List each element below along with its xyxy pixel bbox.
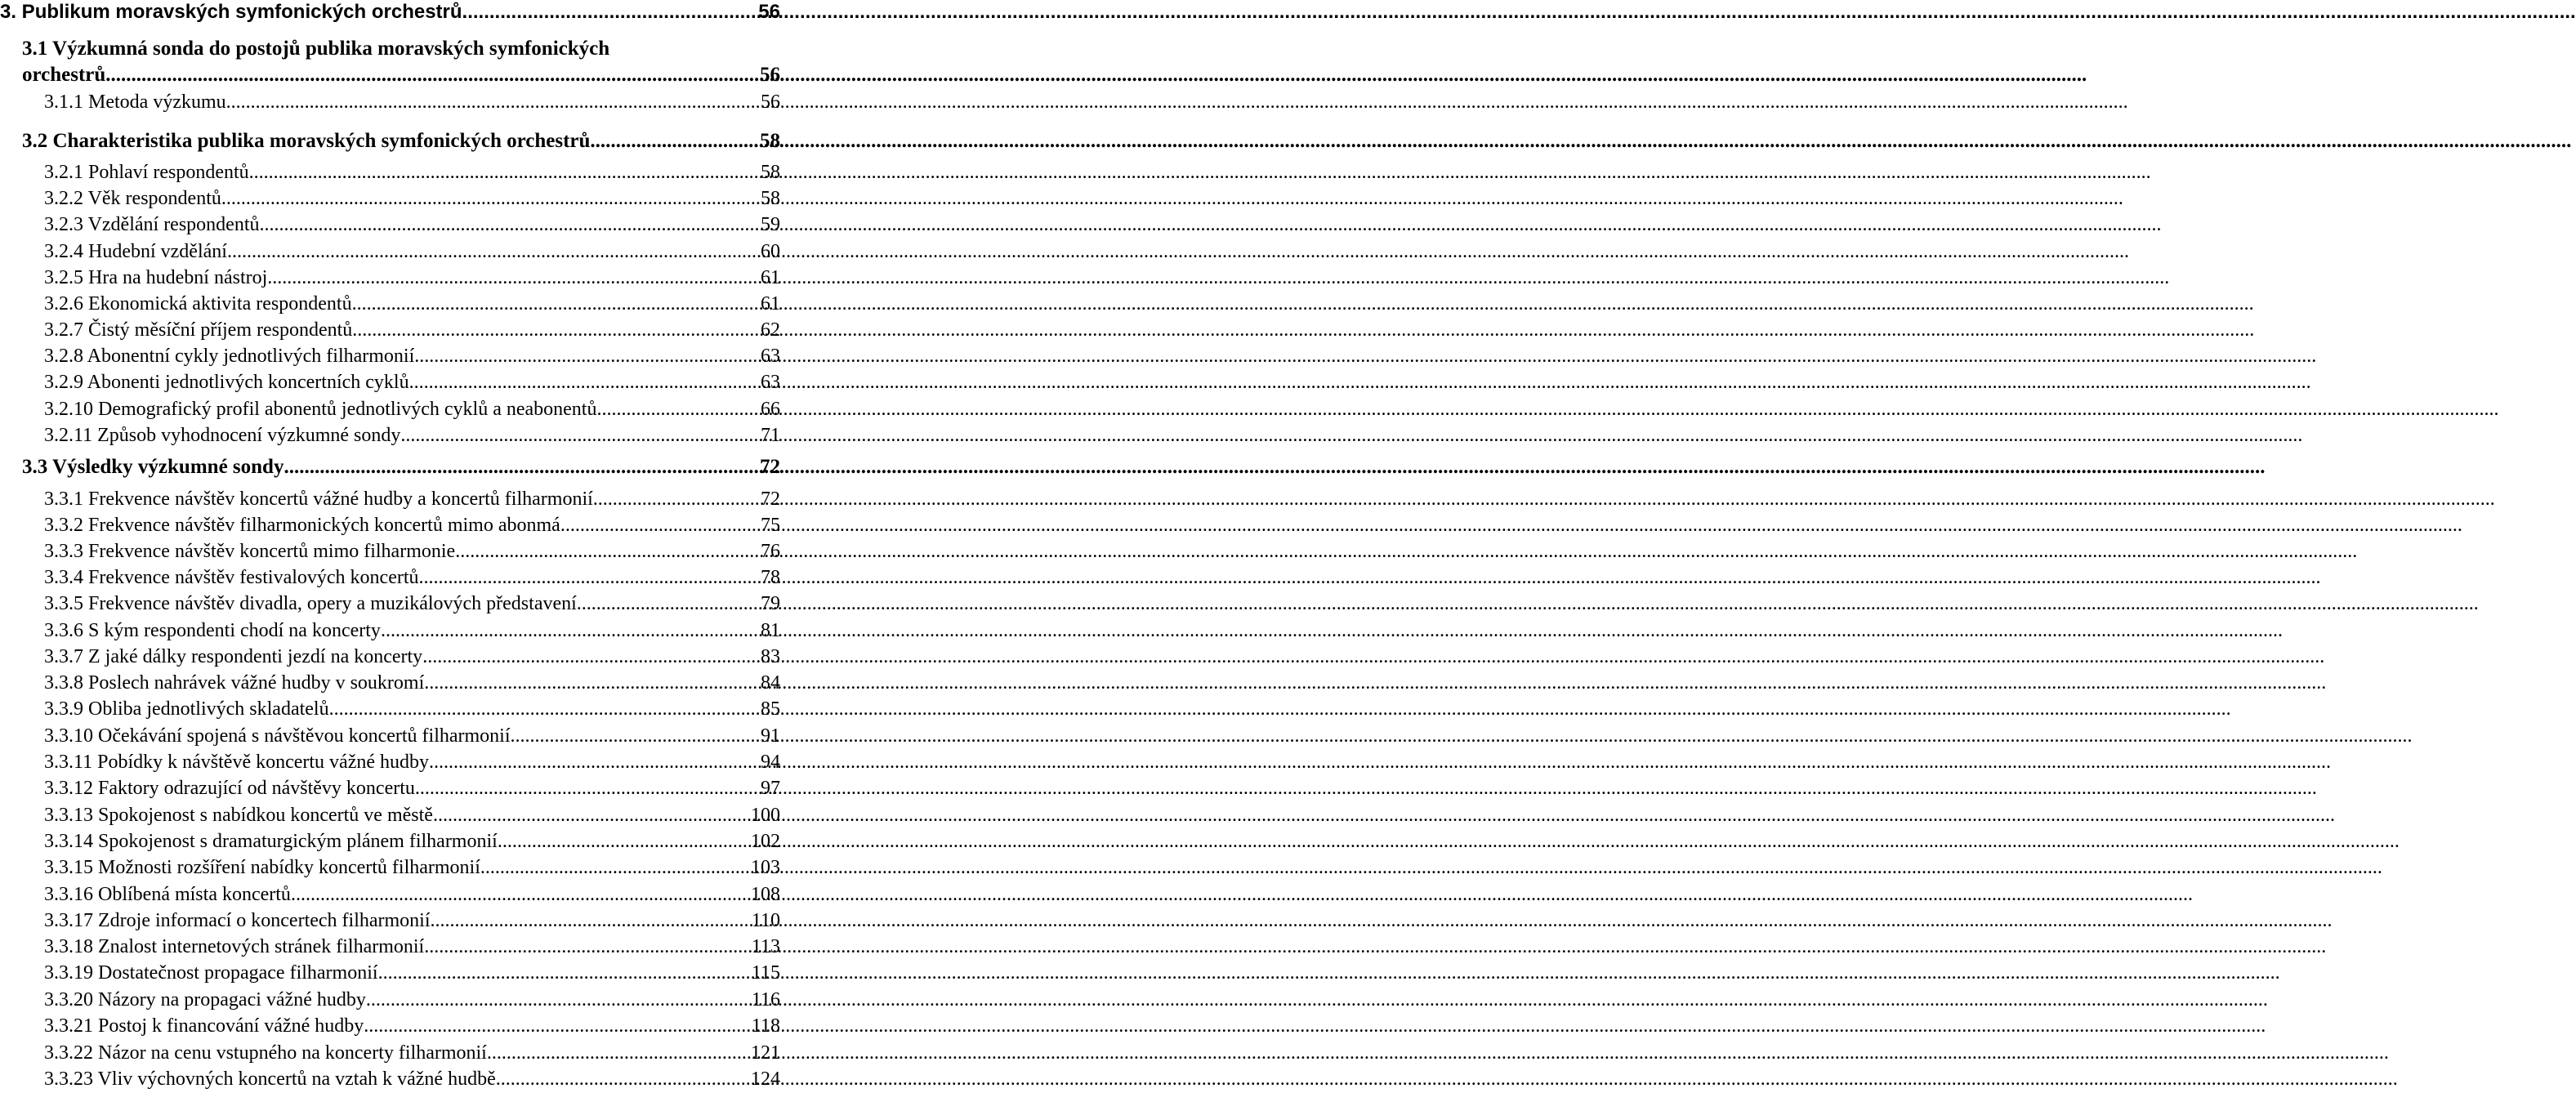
toc-entry[interactable] [44,671,780,695]
toc-leader-dots [498,829,751,854]
toc-entry[interactable] [44,724,780,748]
toc-leader-dots [422,645,761,669]
toc-entry-page: 75 [761,515,780,536]
toc-entry-page: 84 [761,672,780,694]
toc-section-3-1-line1[interactable]: 3.1 Výzkumná sonda do postojů publika moravských symfonických [22,38,610,60]
toc-entry[interactable] [44,803,780,828]
toc-entry-page: 83 [761,646,780,667]
toc-leader-dots [577,591,761,616]
toc-entry-page: 78 [761,567,780,588]
toc-entry-page: 56 [760,64,780,86]
toc-entry-page: 58 [761,188,780,209]
toc-leader-dots [455,539,761,564]
toc-leader-dots [249,160,761,185]
toc-entry-title: 3.2.1 Pohlaví respondentů [44,162,249,183]
toc-entry-title: 3.2 Charakteristika publika moravských symfonických orchestrů [22,130,591,152]
toc-leader-dots [419,565,761,590]
toc-entry-page: 115 [751,962,780,984]
toc-entry-page: 72 [760,456,780,478]
toc-chapter-entry[interactable] [0,0,780,25]
toc-leader-dots [424,935,752,959]
toc-entry[interactable] [44,882,780,907]
toc-entry[interactable] [44,423,780,448]
toc-leader-dots [352,318,761,342]
toc-leader-dots [329,697,761,721]
toc-leader-dots [105,63,760,87]
toc-leader-dots [593,487,761,511]
toc-entry-page: 79 [761,593,780,614]
toc-leader-dots [221,186,761,211]
toc-entry[interactable] [44,1067,780,1091]
toc-entry-page: 113 [751,936,780,957]
toc-entry[interactable] [44,212,780,237]
toc-entry[interactable] [44,697,780,721]
toc-entry-title: 3.3.22 Názor na cenu vstupného na koncerty filharmonií [44,1042,487,1064]
toc-entry-page: 76 [761,541,780,562]
toc-entry-page: 60 [761,241,780,262]
toc-entry[interactable] [44,370,780,395]
toc-leader-dots [267,265,761,290]
toc-entry[interactable] [44,265,780,290]
toc-entry-title: 3.3.13 Spokojenost s nabídkou koncertů ve městě [44,805,433,826]
toc-entry-page: 66 [761,399,780,420]
toc-entry-page: 56 [761,91,780,113]
toc-leader-dots [381,618,761,643]
toc-entry-page: 58 [761,162,780,183]
toc-entry-title: 3.3.3 Frekvence návštěv koncertů mimo filharmonie [44,541,456,562]
toc-entry[interactable] [44,988,780,1012]
toc-leader-dots [364,1014,752,1038]
toc-leader-dots [496,1067,751,1091]
toc-leader-dots [378,961,752,985]
toc-entry[interactable] [22,455,780,480]
toc-leader-dots [462,0,759,25]
toc-leader-dots [424,671,761,695]
toc-entry-title: 3.2.6 Ekonomická aktivita respondentů [44,293,352,315]
toc-leader-dots [596,397,761,422]
toc-section-3-1-entry[interactable] [22,63,780,87]
toc-entry-title: orchestrů [22,64,106,86]
toc-entry[interactable] [44,618,780,643]
toc-entry-page: 124 [751,1068,780,1090]
toc-entry-page: 72 [761,489,780,510]
toc-entry-page: 118 [751,1015,780,1037]
toc-entry-title: 3.3.11 Pobídky k návštěvě koncertu vážné hudby [44,752,430,773]
toc-entry-page: 59 [761,214,780,235]
toc-leader-dots [429,750,761,774]
toc-entry-title: 3.3.10 Očekávání spojená s návštěvou koncertů filharmonií [44,725,511,747]
toc-leader-dots [226,90,761,114]
toc-entry-title: 3.2.4 Hudební vzdělání [44,241,227,262]
toc-entry-title: 3.3.21 Postoj k financování vážné hudby [44,1015,364,1037]
toc-entry[interactable] [44,539,780,564]
toc-entry-title: 3.3 Výsledky výzkumné sondy [22,456,284,478]
toc-entry[interactable] [44,160,780,185]
toc-entry-page: 103 [751,857,780,878]
toc-entry-title: 3.3.1 Frekvence návštěv koncertů vážné hudby a koncertů filharmonií [44,489,593,510]
toc-leader-dots [400,423,761,448]
toc-entry[interactable] [44,776,780,801]
toc-entry[interactable] [44,487,780,511]
toc-leader-dots [227,239,761,264]
toc-leader-dots [409,370,761,395]
toc-entry-page: 61 [761,293,780,315]
toc-entry[interactable] [44,565,780,590]
toc-entry-title: 3.3.7 Z jaké dálky respondenti jezdí na koncerty [44,646,423,667]
toc-entry-title: 3.3.6 S kým respondenti chodí na koncerty [44,620,381,641]
toc-entry-page: 97 [761,778,780,799]
toc-entry[interactable] [44,750,780,774]
toc-entry[interactable] [44,645,780,669]
toc-entry-page: 81 [761,620,780,641]
toc-leader-dots [487,1041,751,1065]
toc-entry-title: 3.3.20 Názory na propagaci vážné hudby [44,989,366,1010]
toc-entry-page: 62 [761,319,780,341]
toc-entry-title: 3.3.17 Zdroje informací o koncertech filharmonií [44,910,431,931]
toc-entry-page: 85 [761,698,780,720]
toc-entry-page: 121 [751,1042,780,1064]
toc-entry-title: 3.2.2 Věk respondentů [44,188,221,209]
toc-entry-title: 3.2.11 Způsob vyhodnocení výzkumné sondy [44,425,401,446]
toc-entry[interactable] [44,1041,780,1065]
toc-entry[interactable] [44,1014,780,1038]
toc-entry-page: 61 [761,267,780,288]
toc-entry[interactable] [44,935,780,959]
toc-entry[interactable] [44,344,780,368]
toc-entry-title: 3.3.5 Frekvence návštěv divadla, opery a muzikálových představení [44,593,577,614]
toc-entry-page: 100 [751,805,780,826]
toc-entry-title: 3.3.14 Spokojenost s dramaturgickým plánem filharmonií [44,831,498,852]
toc-entry-title: 3.2.8 Abonentní cykly jednotlivých filharmonií [44,346,415,367]
toc-entry-title: 3.3.15 Možnosti rozšíření nabídky koncertů filharmonií [44,857,480,878]
toc-leader-dots [433,803,751,828]
toc-entry-title: 3.2.9 Abonenti jednotlivých koncertních cyklů [44,372,409,393]
toc-entry-page: 58 [760,130,780,152]
toc-entry[interactable] [22,129,780,154]
toc-entry[interactable] [44,829,780,854]
toc-entry[interactable] [44,513,780,538]
toc-leader-dots [352,292,761,316]
toc-entry-title: 3.3.9 Obliba jednotlivých skladatelů [44,698,329,720]
toc-entry-title: 3.3.8 Poslech nahrávek vážné hudby v soukromí [44,672,425,694]
toc-entry-page: 91 [761,725,780,747]
toc-entry-page: 102 [751,831,780,852]
toc-entry[interactable] [44,186,780,211]
toc-leader-dots [590,129,760,154]
toc-leader-dots [431,908,752,933]
toc-entry-title: 3.3.4 Frekvence návštěv festivalových koncertů [44,567,419,588]
toc-entry[interactable] [44,239,780,264]
toc-entry-page: 110 [751,910,780,931]
toc-leader-dots [260,212,761,237]
toc-entry[interactable] [44,908,780,933]
toc-leader-dots [283,455,760,480]
toc-entry-title: 3.2.5 Hra na hudební nástroj [44,267,268,288]
toc-entry-title: 3.2.10 Demografický profil abonentů jednotlivých cyklů a neabonentů [44,399,597,420]
toc-entry[interactable] [44,318,780,342]
toc-leader-dots [480,855,751,880]
toc-entry-title: 3.3.2 Frekvence návštěv filharmonických koncertů mimo abonmá [44,515,560,536]
toc-entry[interactable] [44,961,780,985]
toc-entry-title: 3.2.7 Čistý měsíční příjem respondentů [44,319,353,341]
toc-entry-page: 108 [751,884,780,905]
toc-leader-dots [414,344,761,368]
toc-entry-page: 71 [761,425,780,446]
toc-entry[interactable] [44,591,780,616]
toc-entry[interactable] [44,292,780,316]
toc-entry-page: 116 [751,989,780,1010]
toc-entry-title: 3.3.18 Znalost internetových stránek filharmonií [44,936,425,957]
toc-leader-dots [415,776,761,801]
toc-entry-page: 63 [761,346,780,367]
toc-entry-title: 3.2.3 Vzdělání respondentů [44,214,260,235]
toc-entry-title: 3.3.19 Dostatečnost propagace filharmonií [44,962,378,984]
toc-entry-title: 3. Publikum moravských symfonických orchestrů [0,1,462,23]
toc-entry-page: 63 [761,372,780,393]
toc-leader-dots [560,513,761,538]
toc-entry-title: 3.3.12 Faktory odrazující od návštěvy koncertu [44,778,415,799]
toc-leader-dots [291,882,751,907]
toc-leader-dots [511,724,761,748]
toc-entry-page: 94 [761,752,780,773]
toc-entry-title: 3.3.23 Vliv výchovných koncertů na vztah k vážné hudbě [44,1068,496,1090]
toc-entry-title: 3.3.16 Oblíbená místa koncertů [44,884,291,905]
toc-entry-page: 56 [758,1,780,23]
toc-entry[interactable] [44,855,780,880]
toc-leader-dots [366,988,752,1012]
toc-entry[interactable] [44,397,780,422]
toc-entry[interactable] [44,90,780,114]
toc-entry-title: 3.1.1 Metoda výzkumu [44,91,226,113]
